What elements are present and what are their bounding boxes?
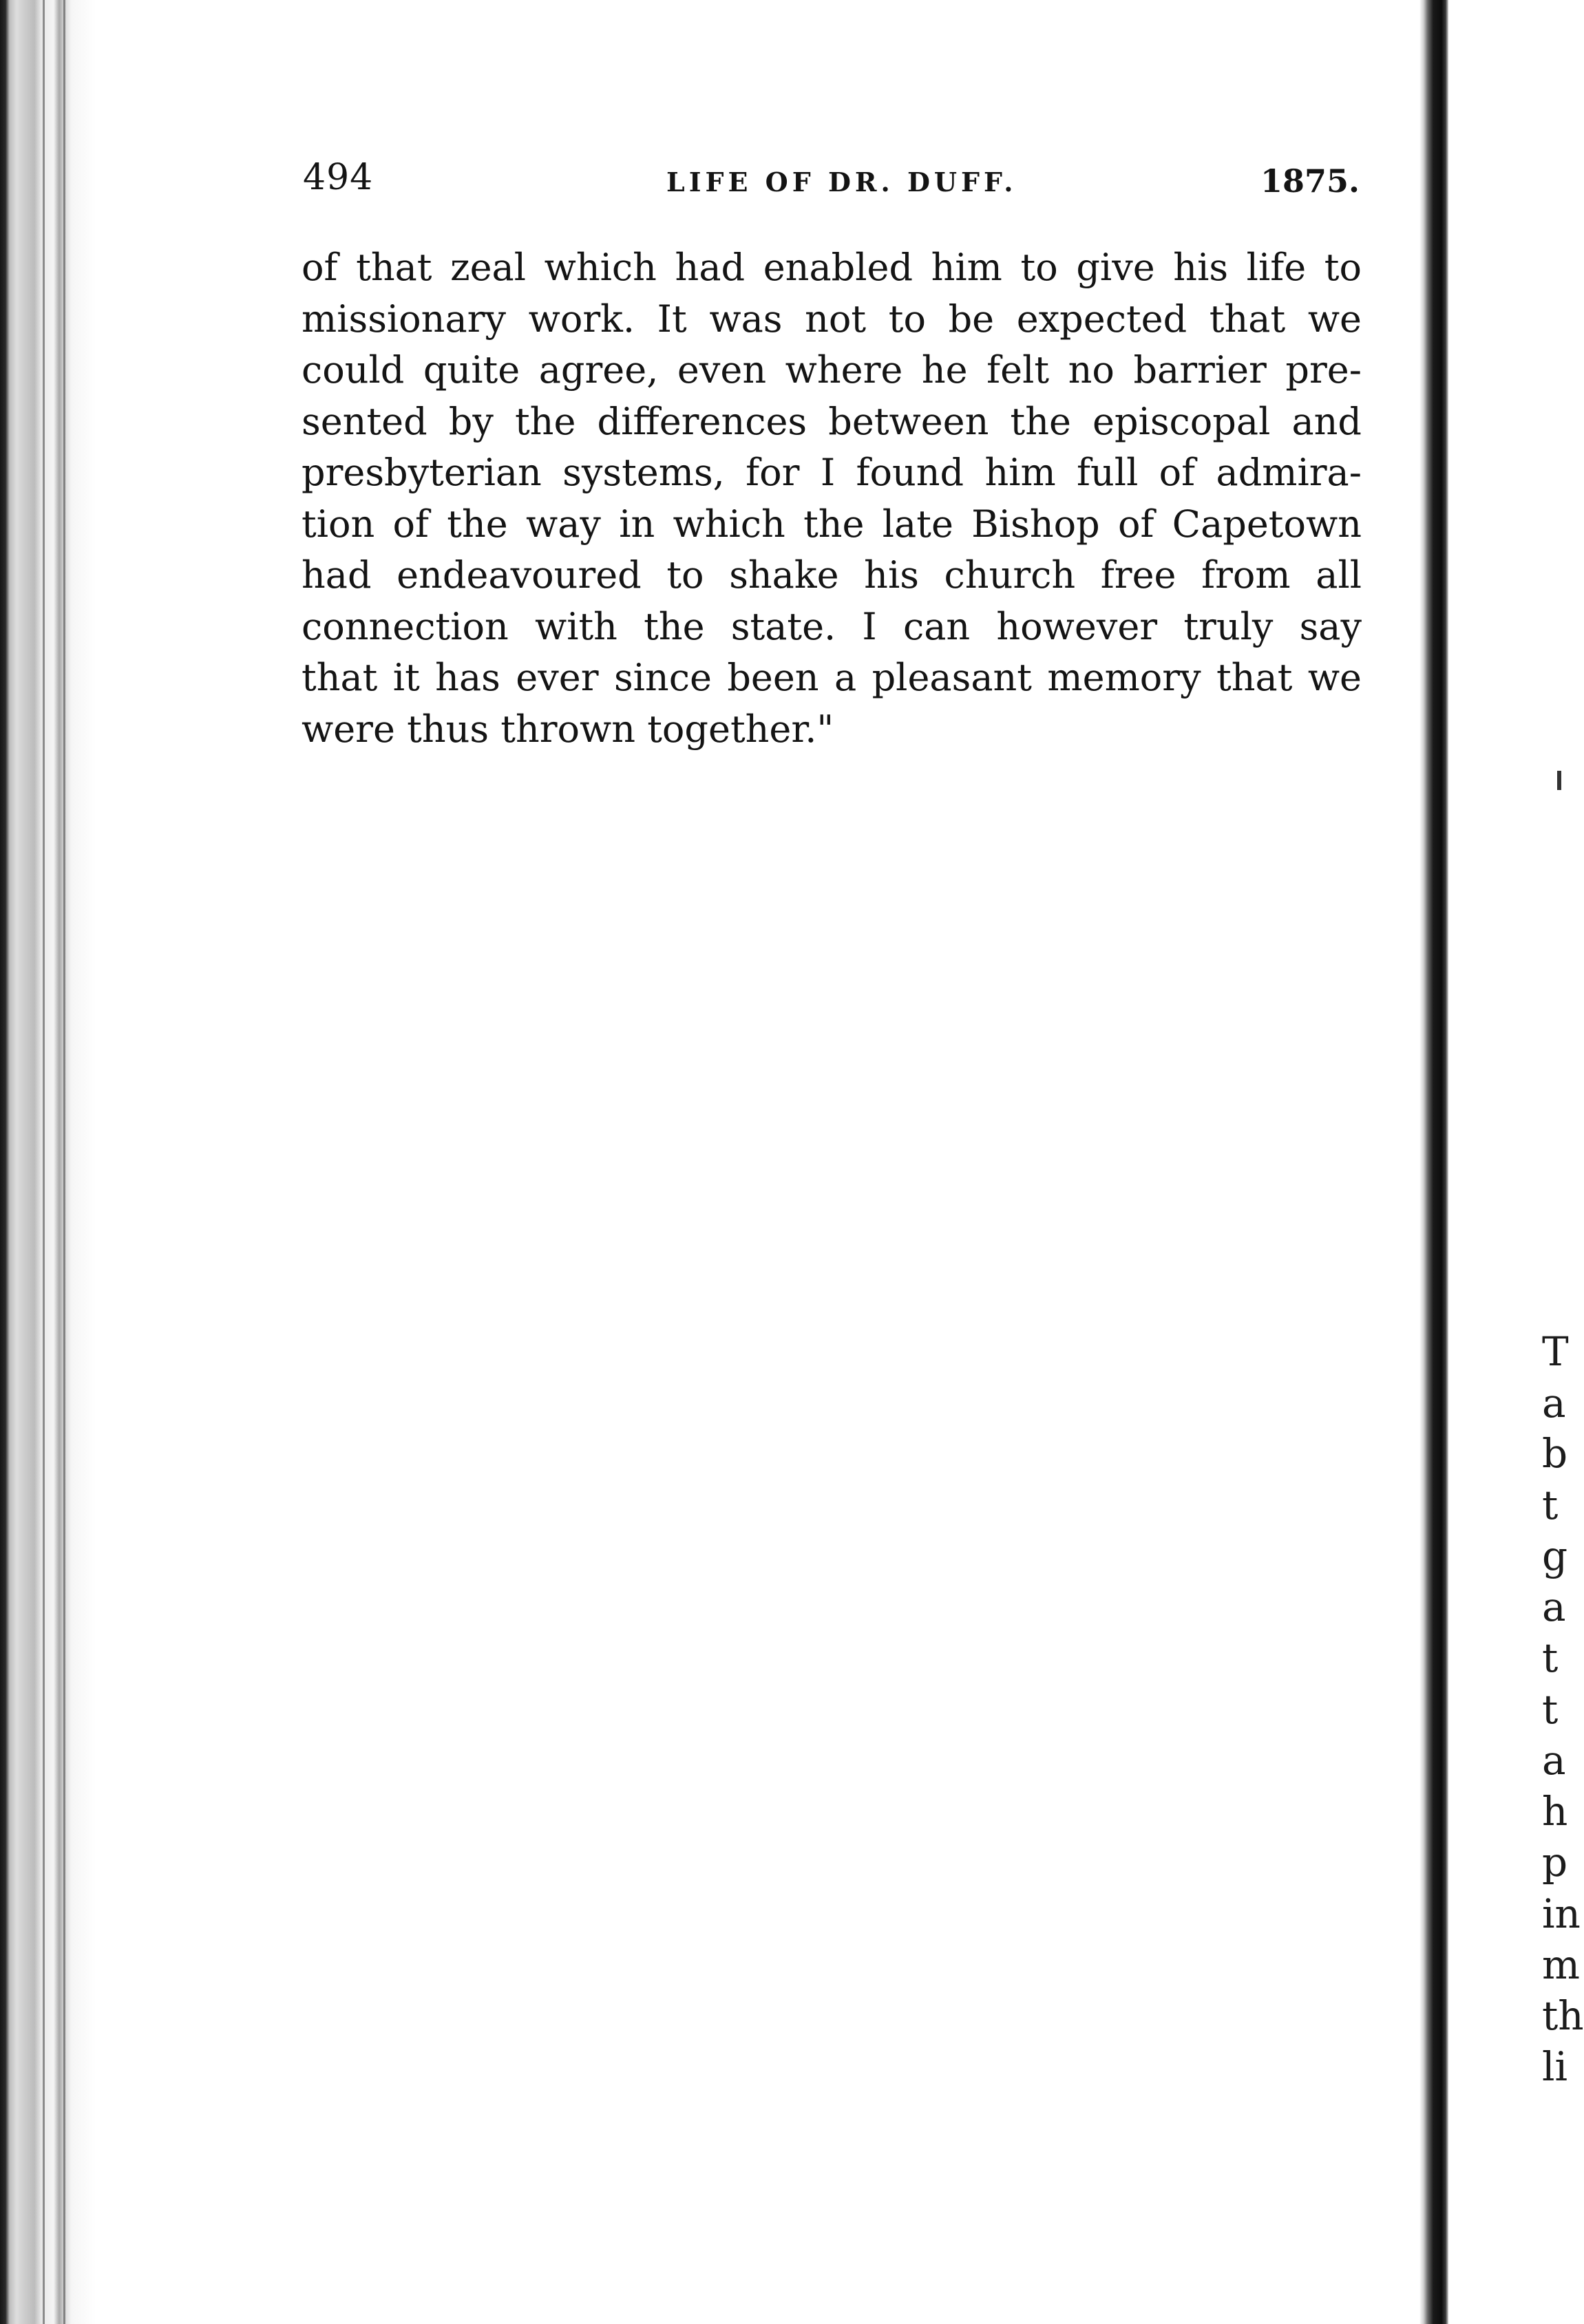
text-line: sented by the differences between the episcopal and: [302, 399, 1362, 443]
facing-page-fragment: in: [1542, 1890, 1581, 1937]
facing-page-fragment: m: [1542, 1941, 1580, 1988]
facing-page-fragment: T: [1542, 1328, 1569, 1375]
facing-page-fragment: a: [1542, 1737, 1566, 1784]
text-line: presbyterian systems, for I found him full of admira-: [302, 451, 1362, 494]
text-line: could quite agree, even where he felt no barrier pre-: [302, 348, 1362, 392]
text-line: were thus thrown together.": [302, 707, 834, 751]
facing-page-fragment: h: [1542, 1788, 1568, 1835]
text-line: tion of the way in which the late Bishop of Capetown: [302, 502, 1362, 546]
facing-page-fragment: t: [1542, 1686, 1559, 1733]
running-title: LIFE OF DR. DUFF.: [666, 167, 1017, 198]
facing-page-fragment: t: [1542, 1482, 1559, 1528]
text-line: missionary work. It was not to be expected that we: [302, 297, 1362, 341]
text-line: that it has ever since been a pleasant memory that we: [302, 656, 1362, 699]
facing-page-fragment: b: [1542, 1430, 1568, 1477]
running-year: 1875.: [1260, 162, 1360, 200]
body-paragraph: [302, 242, 1362, 755]
facing-page-mark: [1557, 771, 1561, 790]
facing-page-fragment: th: [1542, 1992, 1584, 2039]
facing-page-fragment: a: [1542, 1584, 1566, 1630]
facing-page-fragment: t: [1542, 1634, 1559, 1681]
facing-page-fragment: p: [1542, 1839, 1568, 1886]
text-line: of that zeal which had enabled him to give his life to: [302, 246, 1362, 289]
binding-crease: [63, 0, 65, 2324]
facing-page-fragment: li: [1542, 2043, 1568, 2090]
book-binding-gutter: [0, 0, 96, 2324]
text-line: connection with the state. I can however truly say: [302, 604, 1362, 648]
facing-page-fragment: a: [1542, 1380, 1566, 1427]
text-line: had endeavoured to shake his church free from all: [302, 553, 1362, 597]
page-number: 494: [303, 157, 374, 198]
facing-page-fragment: g: [1542, 1533, 1568, 1579]
binding-crease: [43, 0, 45, 2324]
running-head: [303, 157, 1360, 205]
page-edge-shadow: [1419, 0, 1448, 2324]
